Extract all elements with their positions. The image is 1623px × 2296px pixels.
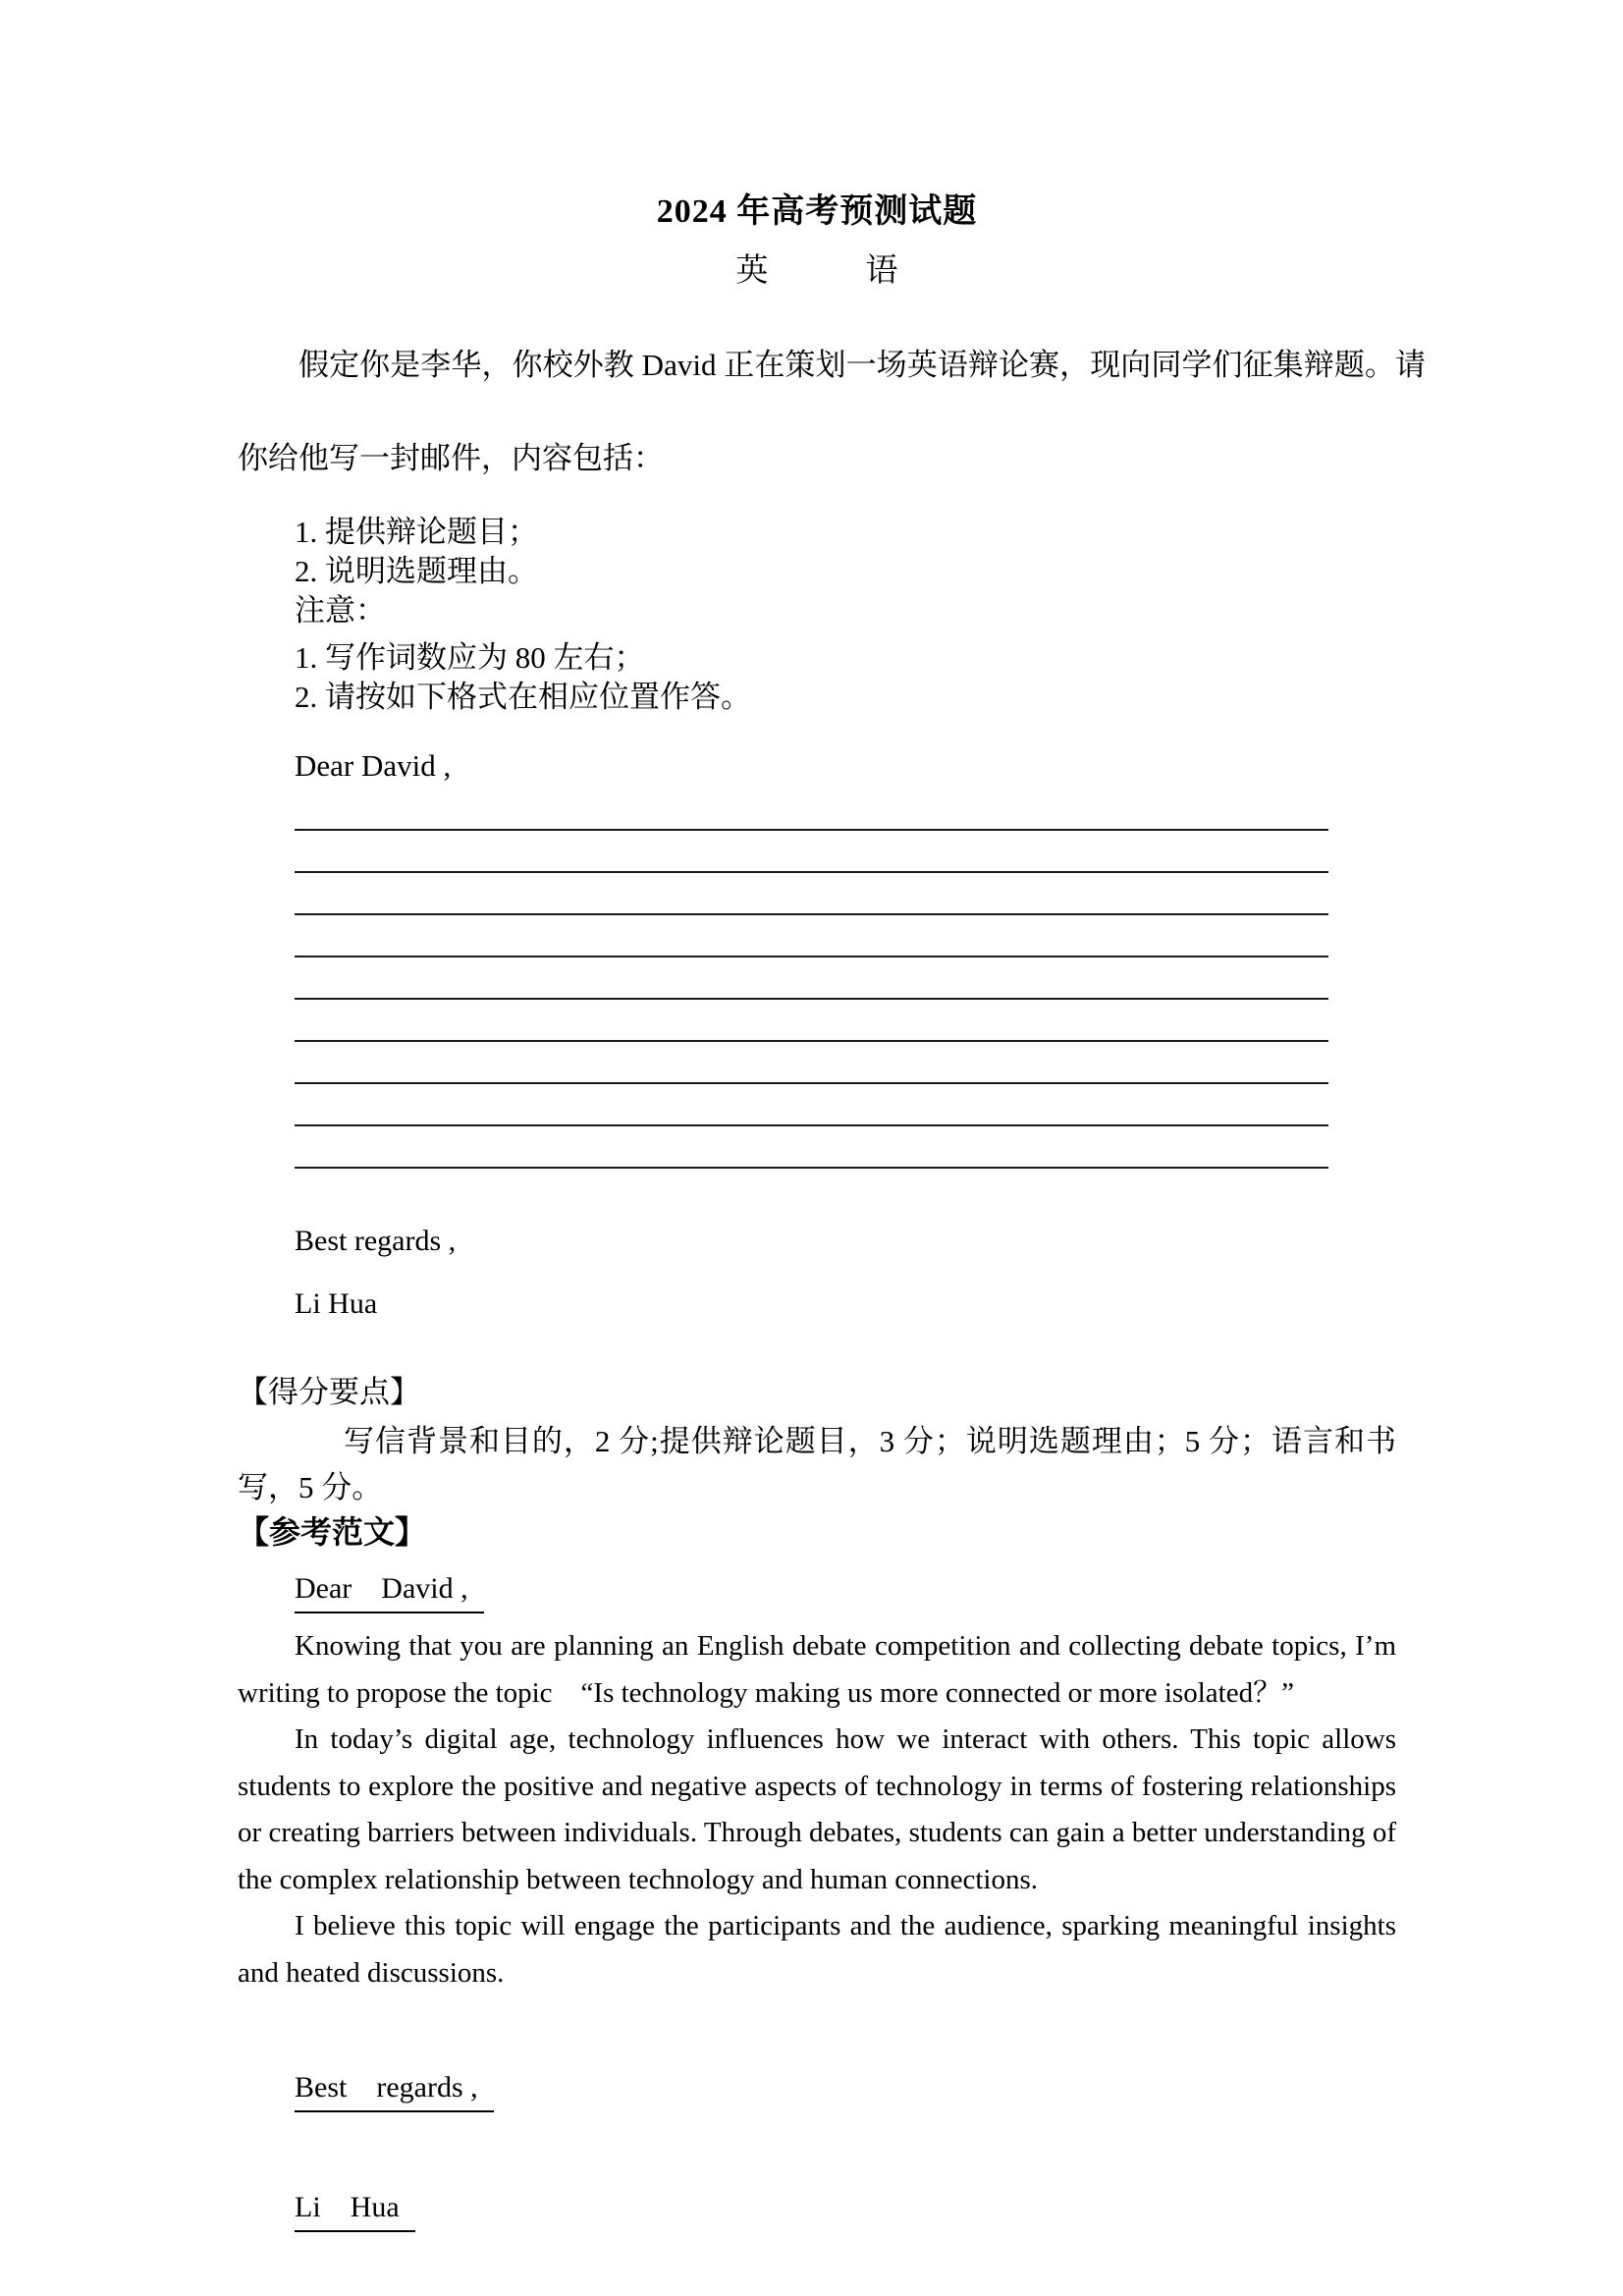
essay-paragraph: In today’s digital age, technology influences how we interact with others. This topic allows students to explore the positive and negative aspects of technology in terms of fostering relationships or creating barriers between individuals. Through debates, students can gain a better understanding of the complex relationship between technology and human connections. bbox=[238, 1723, 1396, 1895]
sample-essay-body bbox=[238, 1623, 1396, 1996]
sample-essay-heading: 【参考范文】 bbox=[238, 1514, 427, 1550]
letter-greeting: Dear David , bbox=[295, 748, 452, 783]
answer-blank-line bbox=[295, 1126, 1328, 1169]
prompt-note-item: 1. 写作词数应为 80 左右； bbox=[295, 640, 645, 675]
writing-prompt-section bbox=[238, 318, 1426, 717]
prompt-intro: 假定你是李华，你校外教 David 正在策划一场英语辩论赛，现向同学们征集辩题。请你给他写一封邮件，内容包括： bbox=[238, 348, 1426, 475]
prompt-points bbox=[238, 513, 1396, 591]
answer-blank-line bbox=[295, 873, 1328, 915]
prompt-notes bbox=[238, 638, 1396, 717]
sample-closing-text: Best regards , bbox=[295, 2070, 494, 2112]
essay-paragraph: I believe this topic will engage the participants and the audience, sparking meaningful insights and heated discussions. bbox=[238, 1910, 1396, 1989]
answer-blank-line bbox=[295, 1000, 1328, 1042]
answer-blank-line bbox=[295, 1084, 1328, 1126]
scoring-section bbox=[238, 1373, 1396, 1510]
essay-paragraph: Knowing that you are planning an English debate competition and collecting debate topics, I’m writing to propose the topic “Is technology making us more connected or more isolated？” bbox=[238, 1630, 1396, 1709]
prompt-point-item: 2. 说明选题理由。 bbox=[295, 554, 538, 588]
doc-subject: 英 语 bbox=[735, 253, 898, 289]
answer-template-section bbox=[238, 746, 1396, 1322]
prompt-point-item: 1. 提供辩论题目； bbox=[295, 515, 538, 549]
answer-blank-line bbox=[295, 957, 1328, 1000]
sample-closing bbox=[238, 2070, 1396, 2112]
scoring-body: 写信背景和目的，2 分;提供辩论题目，3 分；说明选题理由；5 分；语言和书写，5 分。 bbox=[238, 1424, 1396, 1504]
sample-greeting bbox=[238, 1571, 1396, 1613]
prompt-note-item: 2. 请按如下格式在相应位置作答。 bbox=[295, 680, 751, 714]
answer-blank-line bbox=[295, 789, 1328, 831]
answer-blank-line bbox=[295, 1042, 1328, 1084]
sample-essay-section bbox=[238, 1510, 1396, 2232]
answer-blank-line bbox=[295, 831, 1328, 873]
answer-blank-line bbox=[295, 915, 1328, 957]
scoring-heading: 【得分要点】 bbox=[238, 1375, 420, 1409]
sample-greeting-text: Dear David , bbox=[295, 1571, 484, 1613]
answer-lines bbox=[238, 789, 1396, 1169]
sample-signature-text: Li Hua bbox=[295, 2190, 415, 2232]
sample-signature bbox=[238, 2190, 1396, 2232]
doc-title: 2024 年高考预测试题 bbox=[656, 193, 978, 230]
prompt-notes-label: 注意： bbox=[295, 593, 386, 628]
letter-closing: Best regards , bbox=[295, 1225, 457, 1257]
letter-signature: Li Hua bbox=[295, 1287, 378, 1320]
